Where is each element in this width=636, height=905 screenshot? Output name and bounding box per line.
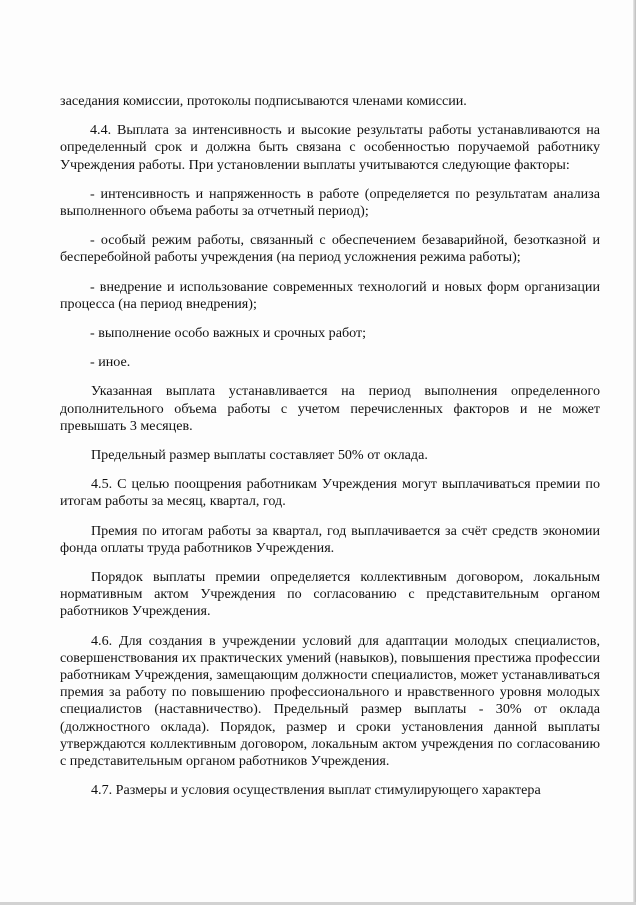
paragraph-4-6: 4.6. Для создания в учреждении условий для адаптации молодых специалистов, совершенствования их практических умений (навыков), повышения престижа профессии работникам Учреждения, замещающим должности специалистов, может устанавливаться премия за работу по повышению профессионального и нравственного уровня молодых специалистов (наставничество). Предельный размер выплаты - 30% от оклада (должностного оклада). Порядок, размер и сроки установления данной выплаты утверждаются коллективным договором, локальным актом учреждения по согласованию с представительным органом работников Учреждения. [60, 632, 600, 770]
paragraph-bonus-procedure: Порядок выплаты премии определяется коллективным договором, локальным нормативным актом Учреждения по согласованию с представительным органом работников Учреждения. [60, 569, 600, 620]
paragraph-quarterly-bonus: Премия по итогам работы за квартал, год выплачивается за счёт средств экономии фонда оплаты труда работников Учреждения. [60, 522, 600, 556]
factor-technologies: - внедрение и использование современных технологий и новых форм организации процесса (на период внедрения); [60, 278, 600, 312]
factor-other: - иное. [90, 354, 131, 371]
factor-intensity: - интенсивность и напряженность в работе (определяется по результатам анализа выполненного объема работы за отчетный период); [60, 185, 600, 220]
paragraph-4-5: 4.5. С целью поощрения работникам Учреждения могут выплачиваться премии по итогам работы за месяц, квартал, год. [60, 476, 600, 510]
paragraph-4-4: 4.4. Выплата за интенсивность и высокие результаты работы устанавливаются на определенный срок и должна быть связана с особенностью поручаемой работнику Учреждения работы. При установлении выплаты учитываются следующие факторы: [60, 122, 600, 173]
factor-special-mode: - особый режим работы, связанный с обеспечением безаварийной, безотказной и бесперебойной работы учреждения (на период усложнения режима работы); [60, 232, 600, 266]
paragraph-payment-period: Указанная выплата устанавливается на период выполнения определенного дополнительного объема работы с учетом перечисленных факторов и не может превышать 3 месяцев. [60, 383, 600, 434]
paragraph-4-7: 4.7. Размеры и условия осуществления выплат стимулирующего характера [91, 782, 541, 799]
paragraph-commission-protocols: заседания комиссии, протоколы подписываются членами комиссии. [60, 93, 467, 109]
document-body [60, 93, 600, 812]
factor-urgent-work: - выполнение особо важных и срочных работ; [90, 325, 367, 342]
paragraph-payment-limit: Предельный размер выплаты составляет 50% от оклада. [91, 447, 428, 464]
